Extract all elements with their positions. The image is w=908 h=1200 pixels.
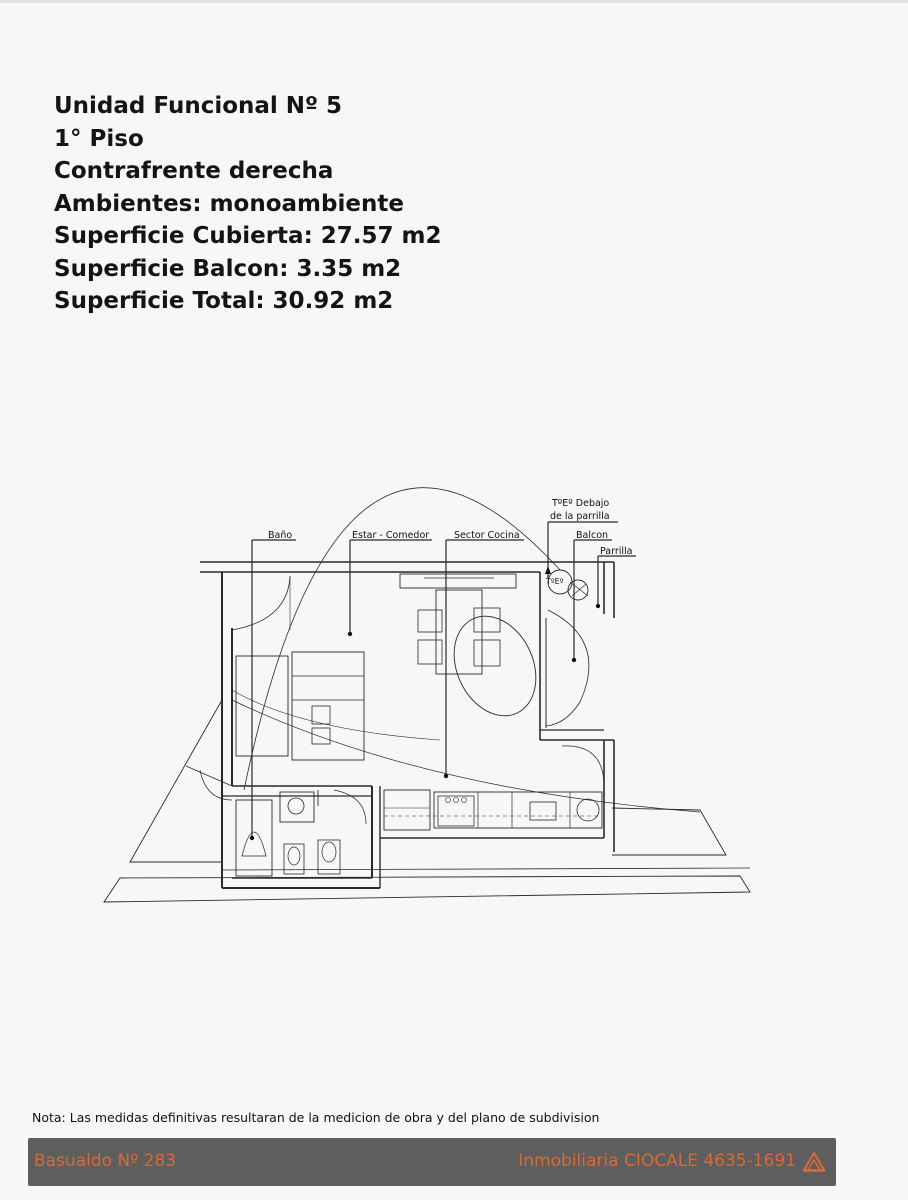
label-estar-comedor: Estar - Comedor	[352, 530, 430, 541]
unit-covered-area: Superficie Cubierta: 27.57 m2	[54, 223, 442, 249]
label-sector-cocina: Sector Cocina	[454, 530, 520, 541]
unit-balcony-area: Superficie Balcon: 3.35 m2	[54, 255, 402, 282]
label-tanque-line2: de la parrilla	[550, 511, 610, 522]
unit-rooms: Ambientes: monoambiente	[54, 190, 404, 217]
house-icon	[802, 1150, 826, 1176]
footer-agency: Inmobiliaria CIOCALE 4635-1691	[518, 1151, 796, 1171]
unit-total-area: Superficie Total: 30.92 m2	[54, 288, 394, 314]
footnote: Nota: Las medidas definitivas resultaran de la medicion de obra y del plano de subdivision	[32, 1110, 600, 1125]
floor-plan-drawing	[0, 440, 908, 920]
agency-footer	[28, 1138, 836, 1186]
label-te-mark: TºEº	[546, 577, 564, 586]
unit-info-block	[54, 90, 442, 318]
floor-plan	[0, 440, 908, 920]
unit-position: Contrafrente derecha	[54, 158, 334, 184]
label-tanque-line1: TºEº Debajo	[552, 498, 610, 509]
unit-title: Unidad Funcional Nº 5	[54, 93, 343, 119]
label-bano: Baño	[268, 530, 293, 541]
footer-address: Basualdo Nº 283	[34, 1151, 177, 1171]
label-balcon: Balcon	[576, 530, 609, 541]
top-border	[0, 0, 908, 3]
label-parrilla: Parrilla	[600, 546, 633, 557]
unit-floor: 1° Piso	[54, 125, 144, 152]
